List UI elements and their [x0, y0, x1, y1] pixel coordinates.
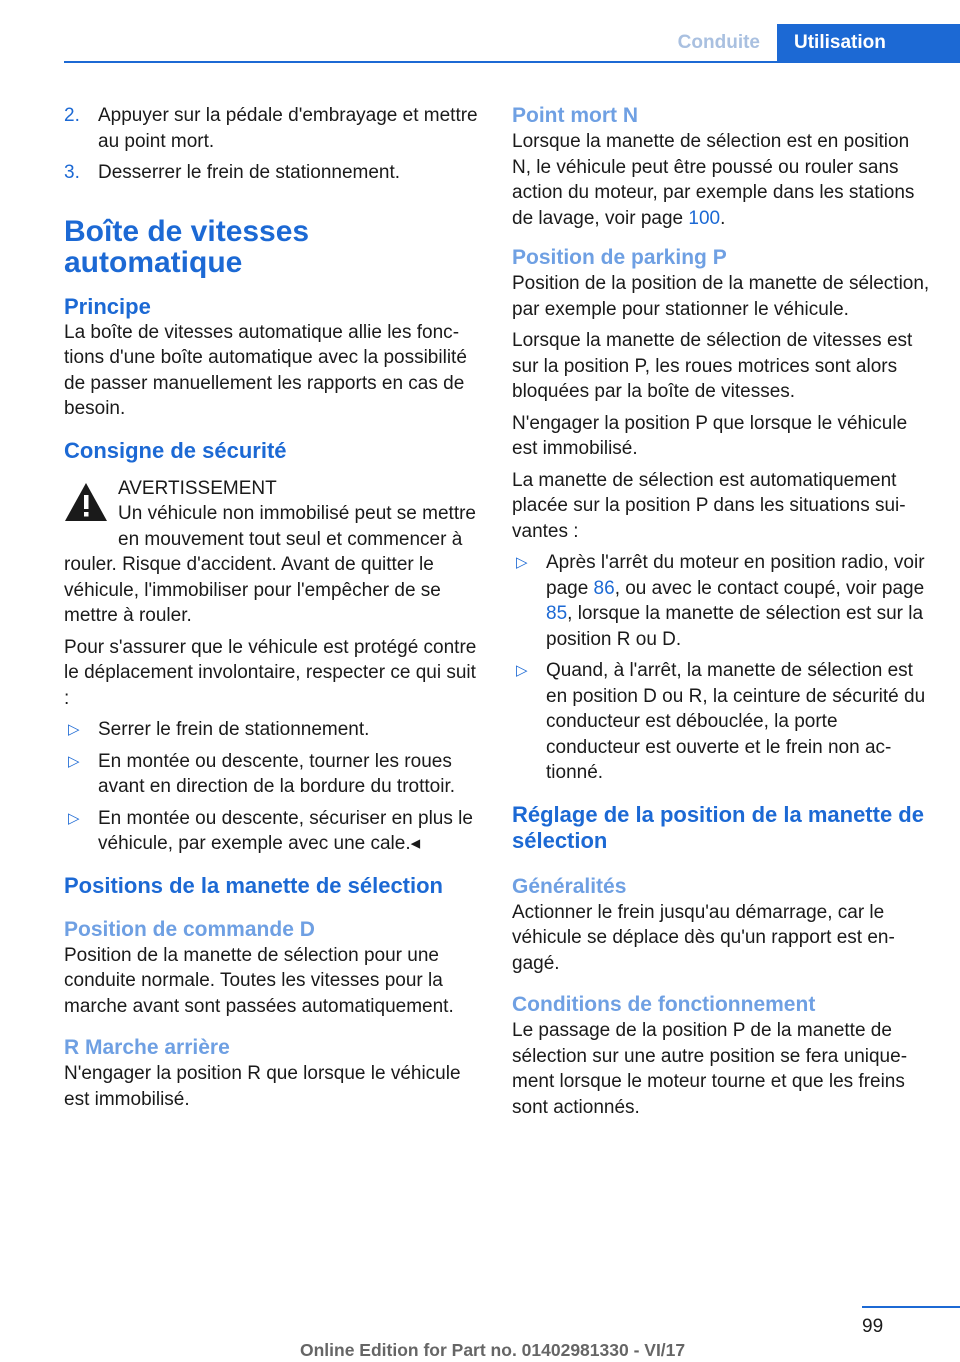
assurer-text: Pour s'assurer que le véhicule est protégé contre le déplacement involontaire, respecter ce qui suit : [64, 636, 477, 709]
header-rule [64, 61, 960, 63]
triangle-bullet-icon: ▷ [68, 809, 80, 827]
bullet-text: Après l'arrêt du moteur en position radio, voir page 86, ou avec le contact coupé, voir page 85, lorsque la manette de sélection est sur la position R ou D. [546, 552, 925, 650]
right-column [512, 103, 930, 1126]
generalites-heading: Généralités [512, 874, 627, 898]
warning-text: Un véhicule non immobilisé peut se mettre en mouvement tout seul et commencer à rouler. Risque d'accident. Avant de quitter le véhicule, l'immobiliser pour l'empêcher de se mettre à rouler. [64, 503, 477, 626]
principe-heading: Principe [64, 293, 151, 319]
commande-heading: Position de commande D [64, 917, 315, 941]
section-title: Boîte de vitesses automatique [64, 214, 310, 279]
positions-heading: Positions de la manette de sélection [64, 872, 443, 898]
parking-text-4: La manette de sélection est automatiquement placée sur la position P dans les situations suivantes : [512, 469, 906, 542]
principe-text: La boîte de vitesses automatique allie les fonctions d'une boîte automatique avec la possibilité de passer manuellement les rapports en cas de besoin. [64, 321, 467, 419]
bullet-text: En montée ou descente, tourner les roues avant en direction de la bordure du trottoir. [98, 750, 456, 797]
bullet-item [64, 749, 478, 800]
parking-text-2: Lorsque la manette de sélection de vitesses est sur la position P, les roues motrices sont alors bloquées par la boîte de vitesses. [512, 330, 913, 402]
pointmort-text: Lorsque la manette de sélection est en position N, le véhicule peut être poussé ou rouler sans action du moteur, par exemple dans les stations de lavage, voir page 100. [512, 131, 915, 229]
conditions-text: Le passage de la position P de la manette de sélection sur une autre position se fera uniquement lorsque le moteur tourne et que les freins sont actionnés. [512, 1020, 908, 1118]
numbered-item [64, 103, 478, 154]
header-tabs [661, 24, 960, 62]
commande-text: Position de la manette de sélection pour une conduite normale. Toutes les vitesses pour la marche avant sont passées automatiquement. [64, 944, 454, 1017]
warning-block [64, 476, 478, 629]
arriere-heading: R Marche arrière [64, 1036, 230, 1059]
tab-utilisation[interactable]: Utilisation [777, 24, 960, 62]
tab-conduite[interactable]: Conduite [661, 24, 777, 62]
page-number: 99 [862, 1316, 884, 1337]
conditions-heading: Conditions de fonctionnement [512, 993, 816, 1016]
triangle-bullet-icon: ▷ [68, 721, 80, 738]
item-text: Appuyer sur la pédale d'embrayage et mettre au point mort. [98, 105, 478, 152]
generalites-text: Actionner le frein jusqu'au démarrage, car le véhicule se déplace dès qu'un rapport est engagé. [512, 901, 895, 974]
pointmort-heading: Point mort N [512, 104, 638, 127]
bullet-item [64, 806, 478, 857]
page-link[interactable]: 86 [593, 577, 615, 599]
triangle-bullet-icon: ▷ [68, 752, 80, 770]
edition-watermark: Online Edition for Part no. 01402981330 - VI/17 [300, 1340, 686, 1360]
page-link[interactable]: 100 [688, 207, 721, 229]
bullet-item [512, 550, 930, 652]
triangle-bullet-icon: ▷ [516, 662, 528, 679]
item-text: Desserrer le frein de stationnement. [98, 162, 401, 183]
parking-heading: Position de parking P [512, 246, 727, 269]
warning-label: AVERTISSEMENT [118, 477, 277, 499]
bullet-item [64, 717, 478, 743]
page-link[interactable]: 85 [546, 603, 568, 624]
left-column [64, 103, 478, 1118]
item-number: 3. [64, 162, 80, 183]
securite-heading: Consigne de sécurité [64, 437, 287, 463]
parking-text-1: Position de la position de la manette de sélection, par exemple pour stationner le véhicule. [512, 273, 930, 320]
reglage-heading: Réglage de la position de la manette de sélection [512, 801, 924, 853]
bullet-text: En montée ou descente, sécuriser en plus le véhicule, par exemple avec une cale.◂ [98, 807, 473, 854]
bullet-item [512, 658, 930, 786]
bullet-text: Serrer le frein de stationnement. [98, 719, 370, 740]
numbered-item [64, 160, 478, 186]
arriere-text: N'engager la position R que lorsque le véhicule est immobilisé. [64, 1063, 461, 1110]
bullet-text: Quand, à l'arrêt, la manette de sélection est en position D ou R, la ceinture de sécurité du conducteur est débouclée, la porte conducteur est ouverte et le frein non actionné. [546, 660, 926, 783]
footer-rule [862, 1306, 960, 1308]
parking-text-3: N'engager la position P que lorsque le véhicule est immobilisé. [512, 412, 908, 459]
item-number: 2. [64, 105, 80, 126]
triangle-bullet-icon: ▷ [516, 554, 528, 571]
warning-icon [64, 482, 108, 522]
